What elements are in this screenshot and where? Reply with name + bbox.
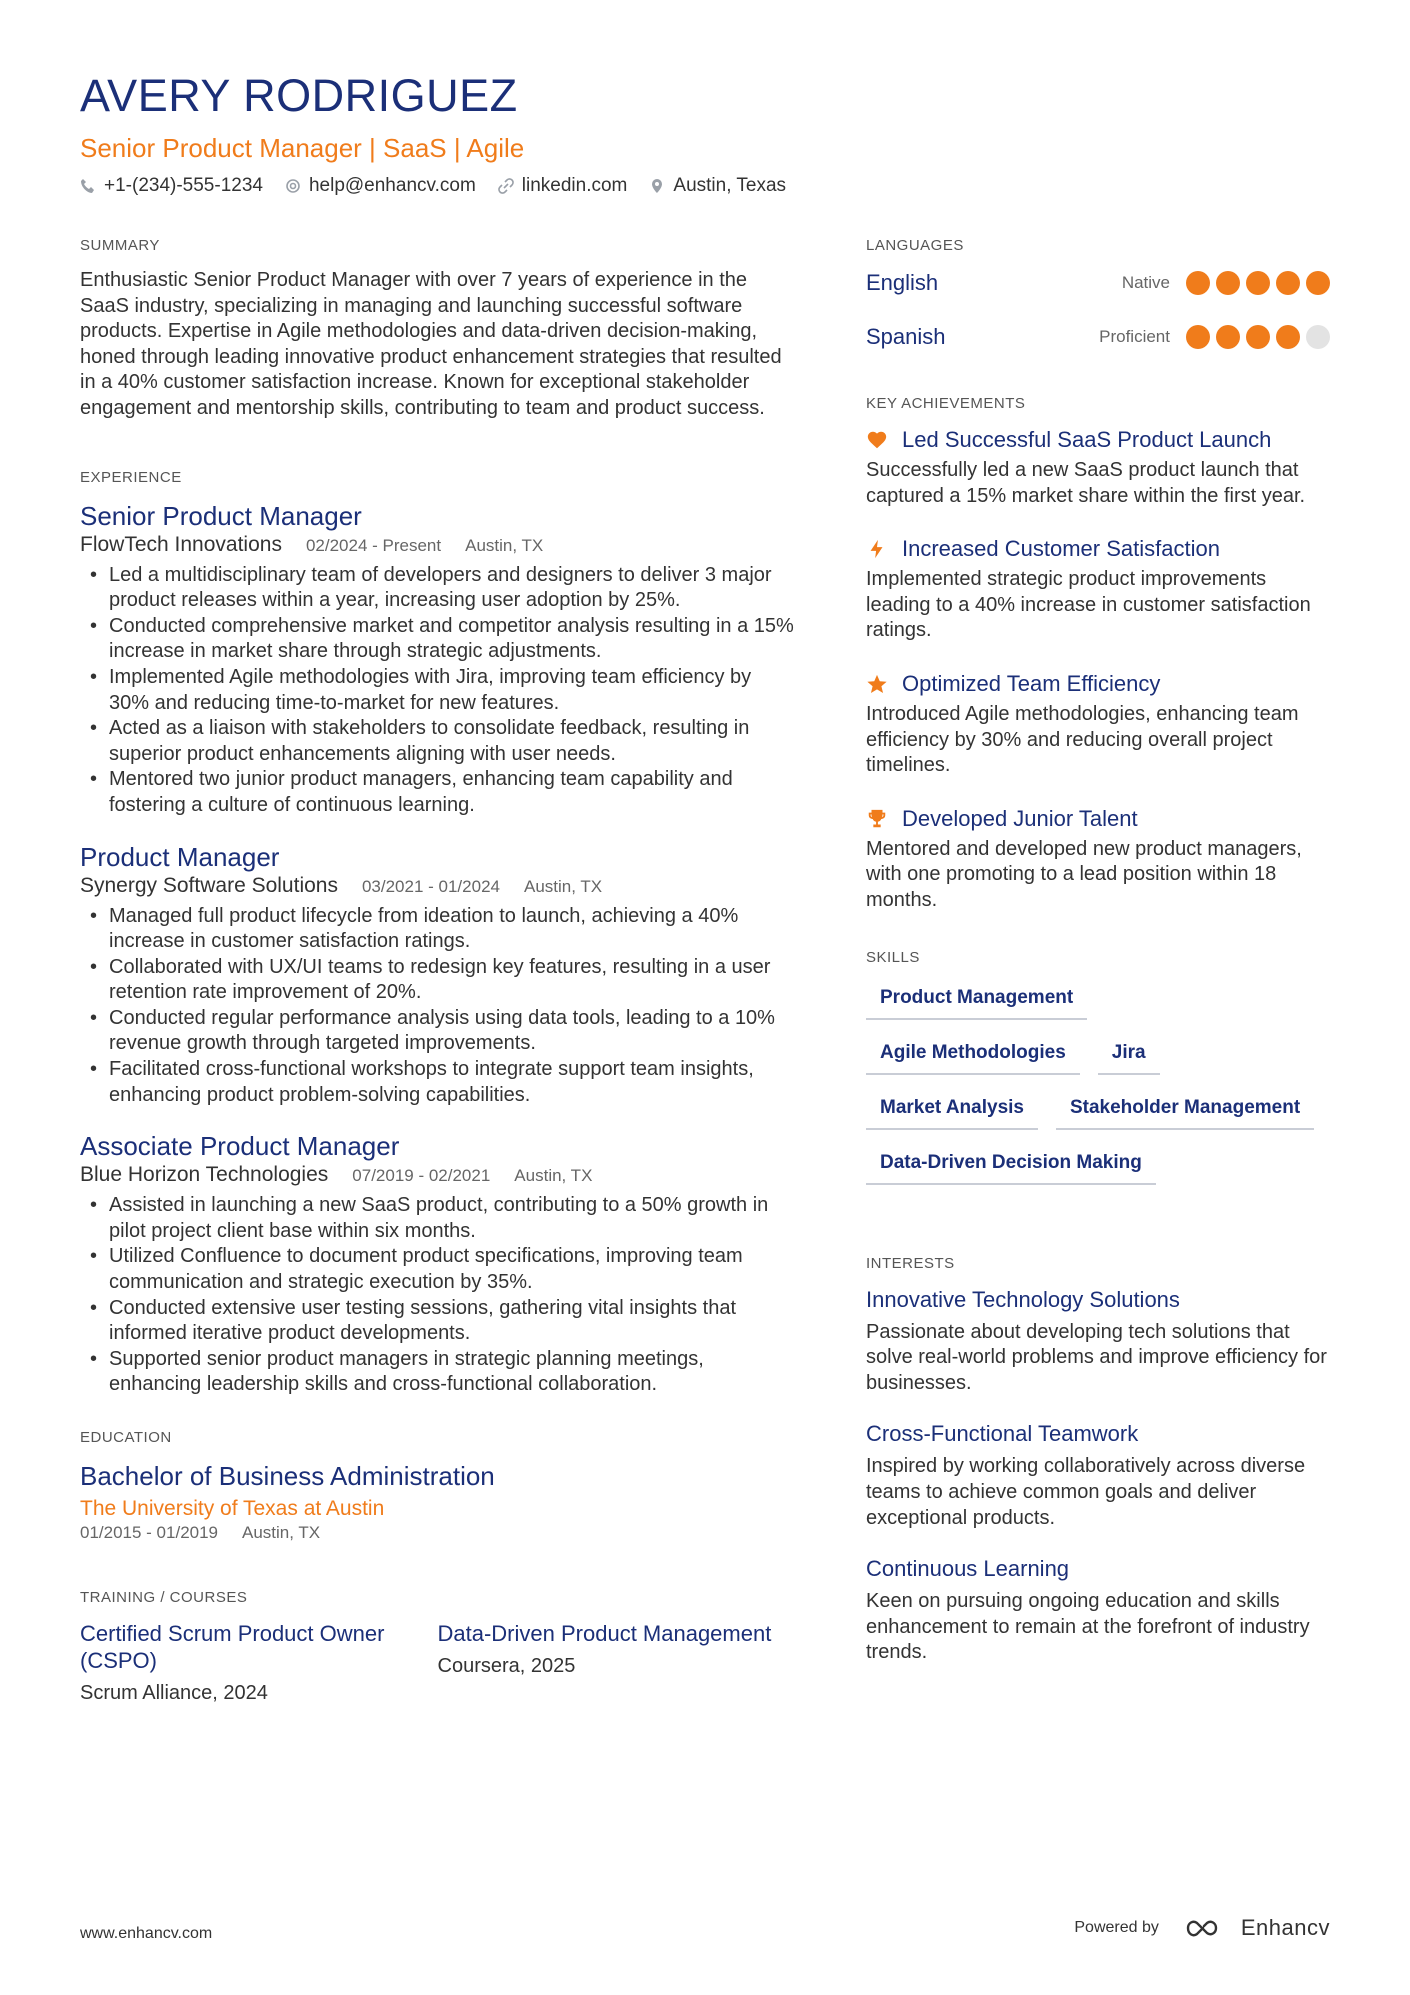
skill-tag: Agile Methodologies [866,1035,1080,1075]
job-entry [80,500,795,819]
enhancv-logo-icon [1185,1916,1231,1940]
rating-dot-filled [1276,271,1300,295]
skill-tag: Data-Driven Decision Making [866,1145,1156,1185]
section-title: TRAINING / COURSES [80,1589,248,1606]
link-icon [498,178,514,194]
job-bullets [80,563,795,819]
achievement-item [866,535,1336,644]
skill-tag: Jira [1098,1035,1160,1075]
bullet-item: • Managed full product lifecycle from ideation to launch, achieving a 40% increase in customer satisfaction ratings. [80,904,795,955]
interest-item [866,1420,1336,1531]
education-location: Austin, TX [242,1523,321,1542]
brand-name: Enhancv [1240,1915,1330,1940]
job-date: 07/2019 - 02/2021 [352,1166,491,1186]
language-level: Proficient [1099,327,1170,346]
candidate-headline: Senior Product Manager | SaaS | Agile [80,133,525,163]
bullet-item: • Acted as a liaison with stakeholders to consolidate feedback, resulting in superior product enhancements aligning with user needs. [80,716,795,767]
course-item [80,1620,438,1706]
achievement-desc: Successfully led a new SaaS product launch that captured a 15% market share within the first year. [866,459,1306,507]
experience-section [80,468,795,1398]
phone-text: +1-(234)-555-1234 [104,175,263,196]
achievement-item [866,426,1336,509]
skill-tag: Stakeholder Management [1056,1090,1314,1130]
course-provider: Scrum Alliance, 2024 [80,1682,268,1704]
language-level: Native [1121,273,1170,292]
rating-dot-filled [1186,271,1210,295]
language-row [866,310,1336,364]
right-column [866,236,1336,1712]
course-provider: Coursera, 2025 [437,1655,576,1677]
email-text: help@enhancv.com [308,175,476,196]
skill-tag: Product Management [866,980,1087,1020]
candidate-name: AVERY RODRIGUEZ [80,70,518,121]
job-meta [80,532,795,559]
rating-dot-empty [1306,325,1330,349]
interest-desc: Keen on pursuing ongoing education and skills enhancement to remain at the forefront of industry trends. [866,1590,1310,1664]
phone-icon [80,178,96,194]
section-title: SUMMARY [80,237,160,254]
linkedin-text: linkedin.com [521,175,628,196]
location-text: Austin, Texas [673,175,787,196]
course-list [80,1620,795,1706]
rating-dot-filled [1276,325,1300,349]
bullet-item: • Conducted regular performance analysis using data tools, leading to a 10% revenue growth through targeted improvements. [80,1006,795,1057]
achievement-desc: Implemented strategic product improvements leading to a 40% increase in customer satisfaction ratings. [866,568,1311,642]
trophy-icon [866,808,888,830]
bullet-item: • Assisted in launching a new SaaS product, contributing to a 50% growth in pilot project client base within six months. [80,1193,795,1244]
education-meta [80,1522,795,1544]
section-title: KEY ACHIEVEMENTS [866,395,1026,412]
interests-section [866,1254,1336,1666]
interest-desc: Inspired by working collaboratively across diverse teams to achieve common goals and deliver exceptional products. [866,1455,1306,1529]
language-row [866,256,1336,310]
star-icon [866,673,888,695]
contact-email[interactable] [285,172,476,200]
skills-section [866,948,1336,1200]
contact-info [80,172,1330,200]
bullet-item: • Collaborated with UX/UI teams to redesign key features, resulting in a user retention rate improvement of 20%. [80,955,795,1006]
job-title: Product Manager [80,841,280,872]
company-name: FlowTech Innovations [80,532,282,556]
job-location: Austin, TX [523,876,603,896]
course-title: Certified Scrum Product Owner (CSPO) [80,1621,385,1673]
rating-dot-filled [1216,325,1240,349]
language-name: English [866,270,939,295]
education-date: 01/2015 - 01/2019 [80,1523,219,1542]
summary-text: Enthusiastic Senior Product Manager with over 7 years of experience in the SaaS industry, specializing in managing and launching successful software products. Expertise in Agile methodologies and data-driven decision-making, honed through leading innovative product enhancement strategies that resulted in a 40% customer satisfaction increase. Known for exceptional stakeholder engagement and mentorship skills, contributing to team and product success. [80,269,782,419]
company-name: Blue Horizon Technologies [80,1163,329,1187]
interest-item [866,1555,1336,1666]
heart-icon [866,429,888,451]
achievement-item [866,805,1336,914]
job-title: Senior Product Manager [80,500,362,531]
skill-list [866,980,1336,1200]
job-date: 02/2024 - Present [305,535,442,555]
interest-desc: Passionate about developing tech solutions that solve real-world problems and improve efficiency for businesses. [866,1320,1327,1394]
contact-phone [80,172,263,200]
achievement-item [866,670,1336,779]
bullet-item: • Implemented Agile methodologies with Jira, improving team efficiency by 30% and reducing time-to-market for new features. [80,665,795,716]
at-icon [285,178,301,194]
job-bullets [80,1193,795,1398]
rating-dot-filled [1246,271,1270,295]
achievements-section [866,394,1336,914]
section-title: EDUCATION [80,1429,172,1446]
interest-title: Innovative Technology Solutions [866,1286,1180,1312]
footer-branding [1074,1915,1330,1941]
interest-item [866,1286,1336,1397]
rating-dot-filled [1186,325,1210,349]
job-entry [80,841,795,1109]
job-meta [80,873,795,900]
achievement-title: Led Successful SaaS Product Launch [902,427,1272,452]
contact-linkedin[interactable] [498,172,628,200]
rating-dot-filled [1246,325,1270,349]
job-bullets [80,904,795,1109]
section-title: SKILLS [866,948,920,966]
rating-dot-filled [1216,271,1240,295]
bullet-item: • Conducted extensive user testing sessions, gathering vital insights that informed iterative product developments. [80,1296,795,1347]
job-location: Austin, TX [465,535,544,555]
bullet-item: • Led a multidisciplinary team of developers and designers to deliver 3 major product releases within a year, increasing user adoption by 25%. [80,563,795,614]
rating-dot-filled [1306,271,1330,295]
powered-by-text: Powered by [1074,1919,1159,1936]
course-title: Data-Driven Product Management [437,1621,772,1646]
summary-section [80,236,795,422]
section-title: INTERESTS [866,1254,955,1272]
degree-title: Bachelor of Business Administration [80,1461,495,1491]
education-section [80,1428,795,1544]
section-title: LANGUAGES [866,237,964,254]
bullet-item: • Mentored two junior product managers, enhancing team capability and fostering a culture of continuous learning. [80,767,795,818]
interest-title: Continuous Learning [866,1556,1070,1582]
skill-tag: Market Analysis [866,1090,1038,1130]
course-item [438,1620,796,1706]
job-date: 03/2021 - 01/2024 [361,876,500,896]
section-title: EXPERIENCE [80,468,182,486]
achievement-title: Increased Customer Satisfaction [902,536,1220,562]
bullet-item: • Conducted comprehensive market and competitor analysis resulting in a 15% increase in market share through strategic adjustments. [80,614,795,665]
contact-location [649,172,786,200]
achievement-desc: Mentored and developed new product managers, with one promoting to a lead position within 18 months. [866,837,1302,911]
bullet-item: • Utilized Confluence to document product specifications, improving team communication and strategic execution by 35%. [80,1244,795,1295]
achievement-desc: Introduced Agile methodologies, enhancing team efficiency by 30% and reducing overall project timelines. [866,702,1299,777]
bullet-item: • Supported senior product managers in strategic planning meetings, enhancing leadership skills and cross-functional collaboration. [80,1347,795,1398]
achievement-title: Developed Junior Talent [902,805,1138,831]
bolt-icon [866,538,888,560]
school-name: The University of Texas at Austin [80,1497,385,1520]
language-rating [1186,325,1336,349]
languages-section [866,236,1336,364]
training-section [80,1588,795,1706]
job-location: Austin, TX [514,1166,593,1186]
bullet-item: • Facilitated cross-functional workshops to integrate support team insights, enhancing product problem-solving capabilities. [80,1057,795,1108]
job-title: Associate Product Manager [80,1131,400,1162]
footer-website[interactable]: www.enhancv.com [80,1925,213,1942]
enhancv-logo[interactable] [1185,1915,1330,1941]
location-pin-icon [649,178,665,194]
interest-title: Cross-Functional Teamwork [866,1421,1139,1447]
resume-header [80,70,1330,200]
job-meta [80,1162,795,1189]
language-name: Spanish [866,324,946,349]
language-rating [1186,271,1336,295]
achievement-title: Optimized Team Efficiency [902,670,1161,696]
left-column [80,236,795,1752]
job-entry [80,1130,795,1398]
company-name: Synergy Software Solutions [80,873,338,897]
